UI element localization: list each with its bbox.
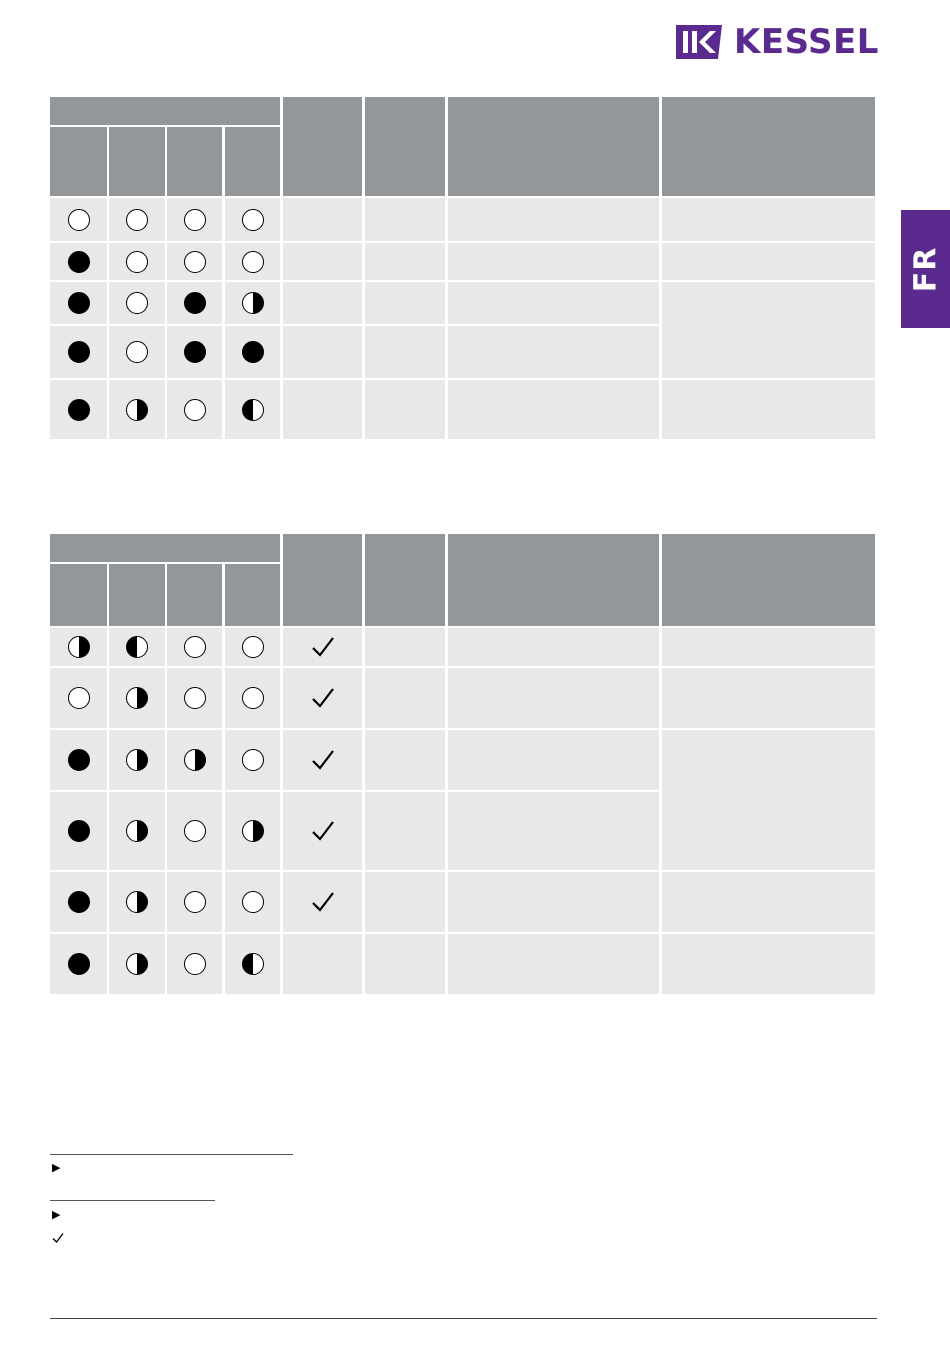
table-cell bbox=[225, 628, 280, 666]
header-column-cell bbox=[283, 97, 362, 196]
header-indicator-cell bbox=[225, 127, 280, 196]
table-cell bbox=[50, 628, 107, 666]
table-cell bbox=[50, 198, 107, 241]
table-cell bbox=[109, 730, 165, 790]
half-filled-right-circle-icon bbox=[126, 953, 148, 975]
header-column-cell bbox=[662, 97, 875, 196]
half-filled-left-circle-icon bbox=[126, 636, 148, 658]
table-cell bbox=[448, 934, 659, 994]
table-cell bbox=[662, 282, 875, 378]
checkmark-icon bbox=[51, 1231, 65, 1245]
filled-circle-icon bbox=[68, 292, 90, 314]
table-cell bbox=[365, 326, 445, 378]
filled-circle-icon bbox=[68, 341, 90, 363]
table-cell bbox=[50, 380, 107, 439]
table-cell bbox=[109, 198, 165, 241]
table-cell bbox=[50, 792, 107, 870]
table-cell bbox=[448, 326, 659, 378]
empty-circle-icon bbox=[242, 749, 264, 771]
table-cell bbox=[448, 198, 659, 241]
table-cell bbox=[662, 628, 875, 666]
table-cell bbox=[167, 282, 222, 324]
empty-circle-icon bbox=[242, 209, 264, 231]
table-cell bbox=[225, 198, 280, 241]
language-tab[interactable] bbox=[901, 210, 950, 328]
half-filled-right-circle-icon bbox=[184, 749, 206, 771]
right-triangle-icon: ▶ bbox=[52, 1209, 61, 1221]
empty-circle-icon bbox=[126, 251, 148, 273]
table-cell bbox=[448, 282, 659, 324]
header-column-cell bbox=[365, 97, 445, 196]
table-cell bbox=[662, 872, 875, 932]
table-cell bbox=[283, 628, 362, 666]
empty-circle-icon bbox=[184, 891, 206, 913]
header-indicator-cell bbox=[167, 127, 222, 196]
empty-circle-icon bbox=[242, 251, 264, 273]
table-cell bbox=[109, 282, 165, 324]
table-cell bbox=[365, 872, 445, 932]
table-cell bbox=[283, 934, 362, 994]
table-cell bbox=[109, 326, 165, 378]
header-indicator-cell bbox=[225, 564, 280, 626]
header-indicator-cell bbox=[167, 564, 222, 626]
table-cell bbox=[167, 628, 222, 666]
table-cell bbox=[109, 243, 165, 280]
filled-circle-icon bbox=[68, 891, 90, 913]
table-cell bbox=[167, 198, 222, 241]
empty-circle-icon bbox=[242, 891, 264, 913]
footnote-divider-1 bbox=[50, 1154, 293, 1155]
table-cell bbox=[225, 282, 280, 324]
table-cell bbox=[283, 792, 362, 870]
header-indicator-cell bbox=[50, 127, 107, 196]
table-cell bbox=[167, 934, 222, 994]
table-cell bbox=[448, 792, 659, 870]
table-cell bbox=[365, 282, 445, 324]
empty-circle-icon bbox=[184, 209, 206, 231]
table-cell bbox=[225, 243, 280, 280]
checkmark-icon bbox=[310, 818, 336, 844]
language-tab-label: FR bbox=[908, 246, 943, 292]
filled-circle-icon bbox=[68, 399, 90, 421]
table-cell bbox=[109, 934, 165, 994]
filled-circle-icon bbox=[184, 341, 206, 363]
table-cell bbox=[225, 326, 280, 378]
table-cell bbox=[167, 792, 222, 870]
table-cell bbox=[283, 282, 362, 324]
header-column-cell bbox=[283, 534, 362, 626]
header-column-cell bbox=[448, 534, 659, 626]
half-filled-right-circle-icon bbox=[126, 749, 148, 771]
table-cell bbox=[225, 730, 280, 790]
filled-circle-icon bbox=[242, 341, 264, 363]
table-cell bbox=[283, 243, 362, 280]
table-cell bbox=[283, 872, 362, 932]
empty-circle-icon bbox=[184, 636, 206, 658]
empty-circle-icon bbox=[242, 636, 264, 658]
empty-circle-icon bbox=[184, 953, 206, 975]
table-cell bbox=[109, 380, 165, 439]
empty-circle-icon bbox=[184, 820, 206, 842]
table-cell bbox=[662, 730, 875, 870]
checkmark-icon bbox=[310, 634, 336, 660]
filled-circle-icon bbox=[68, 953, 90, 975]
empty-circle-icon bbox=[68, 687, 90, 709]
empty-circle-icon bbox=[68, 209, 90, 231]
empty-circle-icon bbox=[126, 209, 148, 231]
table-cell bbox=[167, 380, 222, 439]
table-cell bbox=[167, 243, 222, 280]
header-indicator-cell bbox=[109, 564, 165, 626]
half-filled-right-circle-icon bbox=[68, 636, 90, 658]
half-filled-right-circle-icon bbox=[242, 292, 264, 314]
table-cell bbox=[50, 326, 107, 378]
table-cell bbox=[225, 668, 280, 728]
table-cell bbox=[50, 282, 107, 324]
table-cell bbox=[365, 380, 445, 439]
header-group-cell bbox=[50, 97, 280, 125]
table-cell bbox=[365, 792, 445, 870]
kessel-logo-mark-icon bbox=[672, 23, 726, 61]
table-cell bbox=[448, 380, 659, 439]
empty-circle-icon bbox=[184, 399, 206, 421]
header-indicator-cell bbox=[50, 564, 107, 626]
table-cell bbox=[283, 326, 362, 378]
checkmark-icon bbox=[310, 685, 336, 711]
header-group-cell bbox=[50, 534, 280, 562]
header-column-cell bbox=[365, 534, 445, 626]
table-cell bbox=[662, 668, 875, 728]
table-cell bbox=[283, 198, 362, 241]
table-cell bbox=[662, 380, 875, 439]
table-cell bbox=[283, 668, 362, 728]
empty-circle-icon bbox=[126, 341, 148, 363]
footnote-divider-2 bbox=[50, 1200, 215, 1201]
table-cell bbox=[662, 243, 875, 280]
table-cell bbox=[167, 730, 222, 790]
header-indicator-cell bbox=[109, 127, 165, 196]
table-cell bbox=[283, 380, 362, 439]
table-cell bbox=[167, 872, 222, 932]
table-cell bbox=[225, 934, 280, 994]
table-cell bbox=[365, 668, 445, 728]
table-cell bbox=[109, 872, 165, 932]
table-cell bbox=[365, 934, 445, 994]
filled-circle-icon bbox=[68, 820, 90, 842]
table-cell bbox=[109, 668, 165, 728]
table-cell bbox=[365, 730, 445, 790]
half-filled-left-circle-icon bbox=[242, 399, 264, 421]
brand-name: KESSEL bbox=[734, 22, 879, 62]
table-cell bbox=[50, 934, 107, 994]
half-filled-right-circle-icon bbox=[126, 820, 148, 842]
empty-circle-icon bbox=[126, 292, 148, 314]
filled-circle-icon bbox=[68, 749, 90, 771]
table-cell bbox=[50, 668, 107, 728]
table-cell bbox=[448, 243, 659, 280]
table-cell bbox=[109, 628, 165, 666]
half-filled-right-circle-icon bbox=[126, 891, 148, 913]
table-cell bbox=[283, 730, 362, 790]
table-cell bbox=[50, 243, 107, 280]
table-cell bbox=[167, 668, 222, 728]
table-cell bbox=[225, 872, 280, 932]
checkmark-icon bbox=[310, 889, 336, 915]
table-cell bbox=[50, 730, 107, 790]
kessel-logo bbox=[672, 22, 879, 62]
filled-circle-icon bbox=[184, 292, 206, 314]
filled-circle-icon bbox=[68, 251, 90, 273]
table-cell bbox=[448, 872, 659, 932]
empty-circle-icon bbox=[184, 687, 206, 709]
table-cell bbox=[448, 668, 659, 728]
empty-circle-icon bbox=[242, 687, 264, 709]
empty-circle-icon bbox=[184, 251, 206, 273]
page-bottom-divider bbox=[50, 1318, 877, 1319]
table-cell bbox=[225, 792, 280, 870]
right-triangle-icon: ▶ bbox=[52, 1162, 61, 1174]
table-cell bbox=[365, 243, 445, 280]
half-filled-left-circle-icon bbox=[242, 953, 264, 975]
checkmark-icon bbox=[310, 747, 336, 773]
table-cell bbox=[50, 872, 107, 932]
table-cell bbox=[365, 628, 445, 666]
table-cell bbox=[662, 934, 875, 994]
table-cell bbox=[662, 198, 875, 241]
table-cell bbox=[167, 326, 222, 378]
table-cell bbox=[225, 380, 280, 439]
half-filled-right-circle-icon bbox=[126, 399, 148, 421]
table-cell bbox=[448, 628, 659, 666]
half-filled-right-circle-icon bbox=[126, 687, 148, 709]
half-filled-right-circle-icon bbox=[242, 820, 264, 842]
table-cell bbox=[109, 792, 165, 870]
header-column-cell bbox=[448, 97, 659, 196]
table-cell bbox=[365, 198, 445, 241]
table-cell bbox=[448, 730, 659, 790]
header-column-cell bbox=[662, 534, 875, 626]
